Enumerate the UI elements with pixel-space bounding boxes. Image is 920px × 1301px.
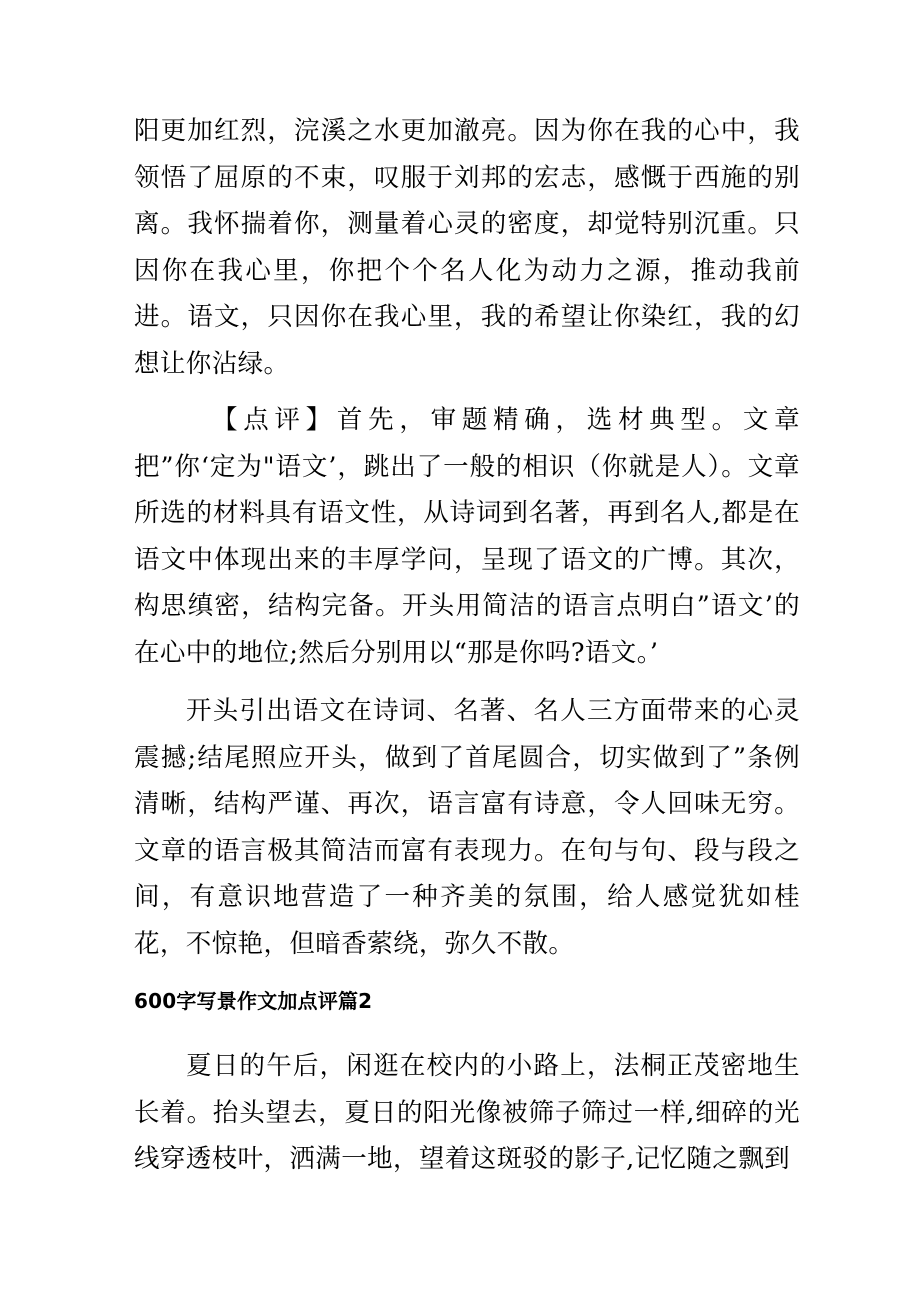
paragraph-section2-start: 夏日的午后，闲逛在校内的小路上，法桐正茂密地生长着。抬头望去，夏日的阳光像被筛子筛过一样,细碎的光线穿透枝叶，洒满一地，望着这斑驳的影子,记忆随之飘到: [134, 1051, 800, 1174]
paragraph-commentary: 【点评】首先，审题精确，选材典型。文章把”你‘定为"语文’，跳出了一般的相识（你就是人）。文章所选的材料具有语文性，从诗词到名著，再到名人,都是在语文中体现出来的丰厚学问，呈现了语文的广博。其次，构思缜密，结构完备。开头用简洁的语言点明白”语文’的在心中的地位;然后分别用以“那是你吗?语文。’: [134, 405, 800, 668]
document-body: [134, 108, 800, 1183]
paragraph-closing-essay: 阳更加红烈，浣溪之水更加澈亮。因为你在我的心中，我领悟了屈原的不束，叹服于刘邦的宏志，感慨于西施的别离。我怀揣着你，测量着心灵的密度，却觉特别沉重。只因你在我心里，你把个个名人化为动力之源，推动我前进。语文，只因你在我心里，我的希望让你染红，我的幻想让你沾绿。: [134, 116, 800, 379]
section-heading: 600字写景作文加点评篇2: [134, 989, 373, 1013]
paragraph-commentary-continued: 开头引出语文在诗词、名著、名人三方面带来的心灵震撼;结尾照应开头，做到了首尾圆合，切实做到了”条例清晰，结构严谨、再次，语言富有诗意，令人回味无穷。文章的语言极其简洁而富有表现力。在句与句、段与段之间，有意识地营造了一种齐美的氛围，给人感觉犹如桂花，不惊艳，但暗香萦绕，弥久不散。: [134, 696, 800, 959]
